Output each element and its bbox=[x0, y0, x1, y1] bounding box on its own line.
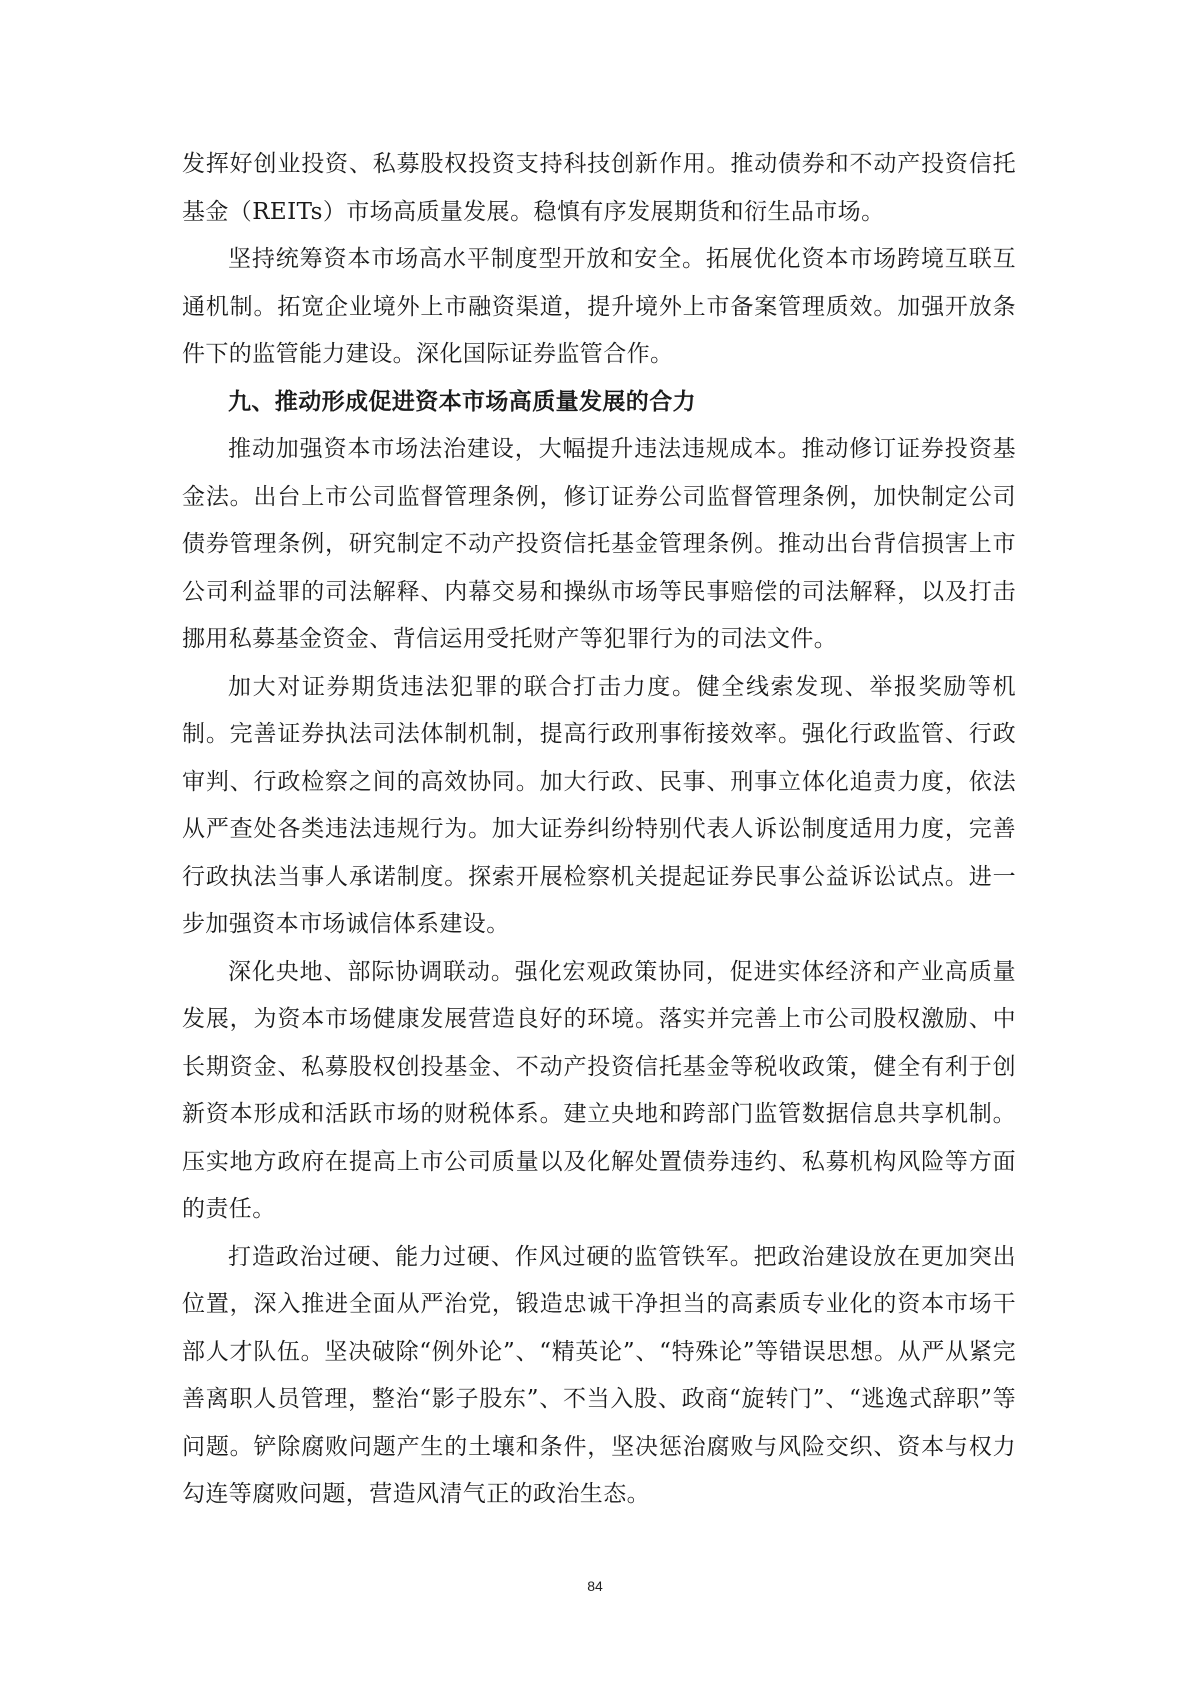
paragraph-coordination: 深化央地、部际协调联动。强化宏观政策协同，促进实体经济和产业高质量发展，为资本市场健康发展营造良好的环境。落实并完善上市公司股权激励、中长期资金、私募股权创投基金、不动产投资信托基金等税收政策，健全有利于创新资本形成和活跃市场的财税体系。建立央地和跨部门监管数据信息共享机制。压实地方政府在提高上市公司质量以及化解处置债券违约、私募机构风险等方面的责任。 bbox=[182, 958, 1016, 1222]
paragraph-regulatory-team: 打造政治过硬、能力过硬、作风过硬的监管铁军。把政治建设放在更加突出位置，深入推进全面从严治党，锻造忠诚干净担当的高素质专业化的资本市场干部人才队伍。坚决破除“例外论”、“精英论”、“特殊论”等错误思想。从严从紧完善离职人员管理，整治“影子股东”、不当入股、政商“旋转门”、“逃逸式辞职”等问题。铲除腐败问题产生的土壤和条件，坚决惩治腐败与风险交织、资本与权力勾连等腐败问题，营造风清气正的政治生态。 bbox=[182, 1243, 1016, 1507]
paragraph-enforcement: 加大对证券期货违法犯罪的联合打击力度。健全线索发现、举报奖励等机制。完善证券执法司法体制机制，提高行政刑事衔接效率。强化行政监管、行政审判、行政检察之间的高效协同。加大行政、民事、刑事立体化追责力度，依法从严查处各类违法违规行为。加大证券纠纷特别代表人诉讼制度适用力度，完善行政执法当事人承诺制度。探索开展检察机关提起证券民事公益诉讼试点。进一步加强资本市场诚信体系建设。 bbox=[182, 673, 1016, 937]
paragraph-continuation: 发挥好创业投资、私募股权投资支持科技创新作用。推动债券和不动产投资信托基金（REITs）市场高质量发展。稳慎有序发展期货和衍生品市场。 bbox=[182, 151, 1016, 225]
section-heading: 九、推动形成促进资本市场高质量发展的合力 bbox=[228, 388, 696, 415]
document-body bbox=[182, 141, 1016, 1519]
paragraph-rule-of-law: 推动加强资本市场法治建设，大幅提升违法违规成本。推动修订证券投资基金法。出台上市公司监督管理条例，修订证券公司监督管理条例，加快制定公司债券管理条例，研究制定不动产投资信托基金管理条例。推动出台背信损害上市公司利益罪的司法解释、内幕交易和操纵市场等民事赔偿的司法解释，以及打击挪用私募基金资金、背信运用受托财产等犯罪行为的司法文件。 bbox=[182, 436, 1016, 652]
page-number: 84 bbox=[587, 1578, 603, 1594]
paragraph-opening-up: 坚持统筹资本市场高水平制度型开放和安全。拓展优化资本市场跨境互联互通机制。拓宽企业境外上市融资渠道，提升境外上市备案管理质效。加强开放条件下的监管能力建设。深化国际证券监管合作。 bbox=[182, 246, 1016, 367]
